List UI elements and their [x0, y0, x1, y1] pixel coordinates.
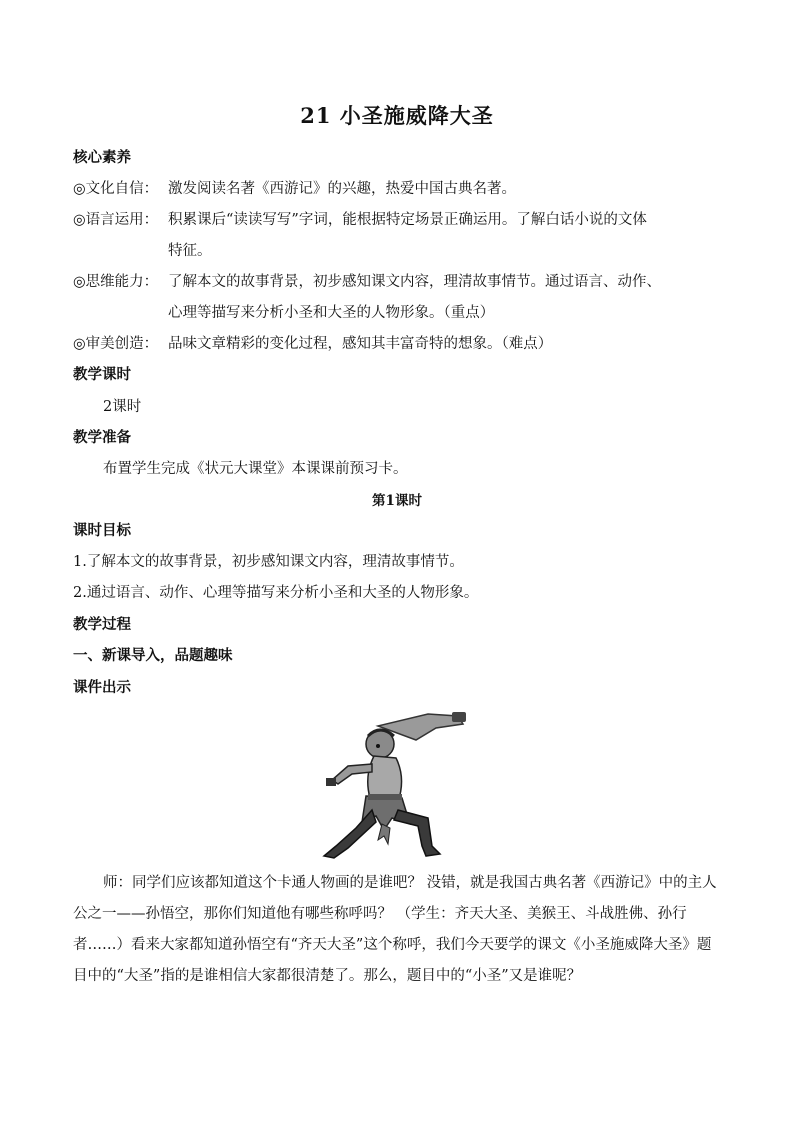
core-item-3-label: ◎思维能力： [73, 274, 159, 290]
prep-heading: 教学准备 [73, 429, 131, 446]
process-heading: 教学过程 [73, 616, 131, 633]
core-item-3-text: 了解本文的故事背景，初步感知课文内容，理清故事情节。通过语言、动作、 [168, 274, 661, 290]
core-item-2-cont: 特征。 [168, 243, 212, 259]
core-item-1-text: 激发阅读名著《西游记》的兴趣，热爱中国古典名著。 [168, 181, 516, 197]
core-item-3-cont: 心理等描写来分析小圣和大圣的人物形象。（重点） [168, 305, 495, 321]
page-title: 21 小圣施威降大圣 [300, 103, 494, 128]
goal-item-2: 2.通过语言、动作、心理等描写来分析小圣和大圣的人物形象。 [73, 585, 479, 601]
prep-text: 布置学生完成《状元大课堂》本课课前预习卡。 [103, 461, 408, 477]
intro-paragraph: 师：同学们应该都知道这个卡通人物画的是谁吧？ 没错，就是我国古典名著《西游记》中的主人公之一——孙悟空，那你们知道他有哪些称呼吗？ （学生：齐天大圣、美猴王、斗战胜佛、孙行者……）看来大家都知道孙悟空有“齐天大圣”这个称呼，我们今天要学的课文《小圣施威降大圣》题目中的“大圣”指的是谁相信大家都很清楚了。那么，题目中的“小圣”又是谁呢？ [73, 875, 717, 984]
slide-heading: 课件出示 [73, 679, 131, 696]
core-item-2-text: 积累课后“读读写写”字词，能根据特定场景正确运用。了解白话小说的文体 [168, 212, 647, 228]
goal-item-1: 1.了解本文的故事背景，初步感知课文内容，理清故事情节。 [73, 554, 464, 570]
section1-heading: 一、新课导入，品题趣味 [73, 647, 233, 664]
core-heading: 核心素养 [73, 149, 131, 166]
core-item-4-label: ◎审美创造： [73, 336, 159, 352]
hours-heading: 教学课时 [73, 366, 131, 383]
goals-heading: 课时目标 [73, 522, 131, 539]
core-item-1-label: ◎文化自信： [73, 181, 159, 197]
core-item-4-text: 品味文章精彩的变化过程，感知其丰富奇特的想象。（难点） [168, 336, 553, 352]
core-item-2-label: ◎语言运用： [73, 212, 159, 228]
hours-value: 2课时 [103, 399, 142, 415]
monkey-king-illustration [318, 706, 478, 861]
session-heading: 第1课时 [372, 493, 422, 509]
